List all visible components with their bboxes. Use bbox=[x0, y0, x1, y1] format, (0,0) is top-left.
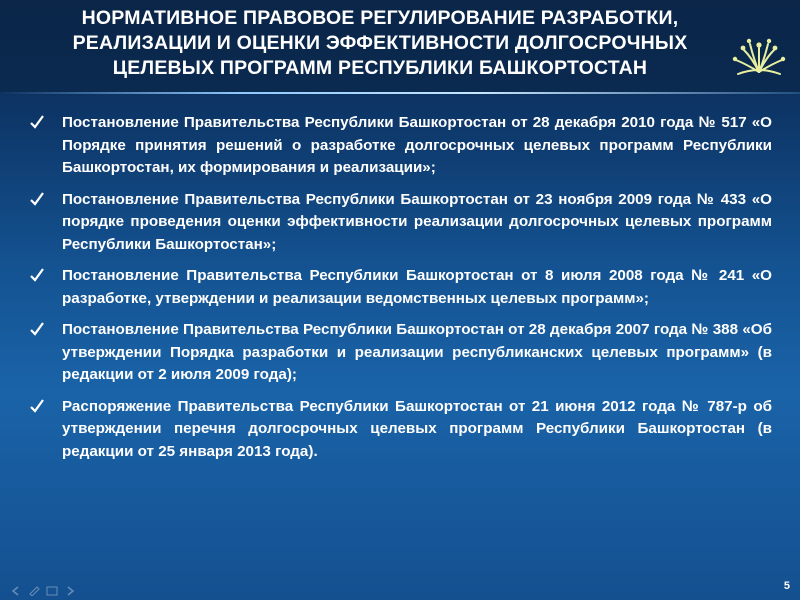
list-item bbox=[30, 319, 772, 387]
list-item bbox=[30, 112, 772, 180]
list-item-text: Постановление Правительства Республики Башкортостан от 23 ноября 2009 года № 433 «О порядке проведения оценки эффективности реализации долгосрочных целевых программ Республики Башкортостан»; bbox=[62, 190, 772, 253]
slide-title: НОРМАТИВНОЕ ПРАВОВОЕ РЕГУЛИРОВАНИЕ РАЗРАБОТКИ, РЕАЛИЗАЦИИ И ОЦЕНКИ ЭФФЕКТИВНОСТИ ДОЛГОСРОЧНЫХ ЦЕЛЕВЫХ ПРОГРАММ РЕСПУБЛИКИ БАШКОРТОСТАН bbox=[72, 7, 688, 79]
nav-edit-icon[interactable] bbox=[28, 586, 40, 596]
list-item-text: Постановление Правительства Республики Башкортостан от 28 декабря 2007 года № 388 «Об утверждении Порядка разработки и реализации республиканских целевых программ» (в редакции от 2 июля 2009 года); bbox=[62, 321, 772, 383]
list-item bbox=[30, 189, 772, 257]
nav-next-icon[interactable] bbox=[64, 586, 76, 596]
nav-menu-icon[interactable] bbox=[46, 586, 58, 596]
checkmark-icon bbox=[30, 114, 44, 130]
list-item-text: Распоряжение Правительства Республики Башкортостан от 21 июня 2012 года № 787-р об утверждении перечня долгосрочных целевых программ Республики Башкортостан (в редакции от 25 января 2013 года). bbox=[62, 397, 772, 460]
list-item bbox=[30, 396, 772, 464]
page-number: 5 bbox=[783, 580, 790, 592]
slide-header bbox=[0, 0, 800, 92]
regulations-list bbox=[30, 112, 772, 472]
checkmark-icon bbox=[30, 398, 44, 414]
nav-prev-icon[interactable] bbox=[10, 586, 22, 596]
checkmark-icon bbox=[30, 267, 44, 283]
kurai-flower-emblem-icon bbox=[730, 30, 788, 80]
header-divider bbox=[0, 92, 800, 94]
list-item-text: Постановление Правительства Республики Башкортостан от 28 декабря 2010 года № 517 «О Порядке принятия решений о разработке долгосрочных целевых программ Республики Башкортостан, их формирования и реализации»; bbox=[62, 114, 772, 176]
slideshow-nav bbox=[10, 586, 76, 596]
checkmark-icon bbox=[30, 321, 44, 337]
checkmark-icon bbox=[30, 191, 44, 207]
list-item-text: Постановление Правительства Республики Башкортостан от 8 июля 2008 года № 241 «О разработке, утверждении и реализации ведомственных целевых программ»; bbox=[62, 267, 772, 307]
list-item bbox=[30, 265, 772, 310]
